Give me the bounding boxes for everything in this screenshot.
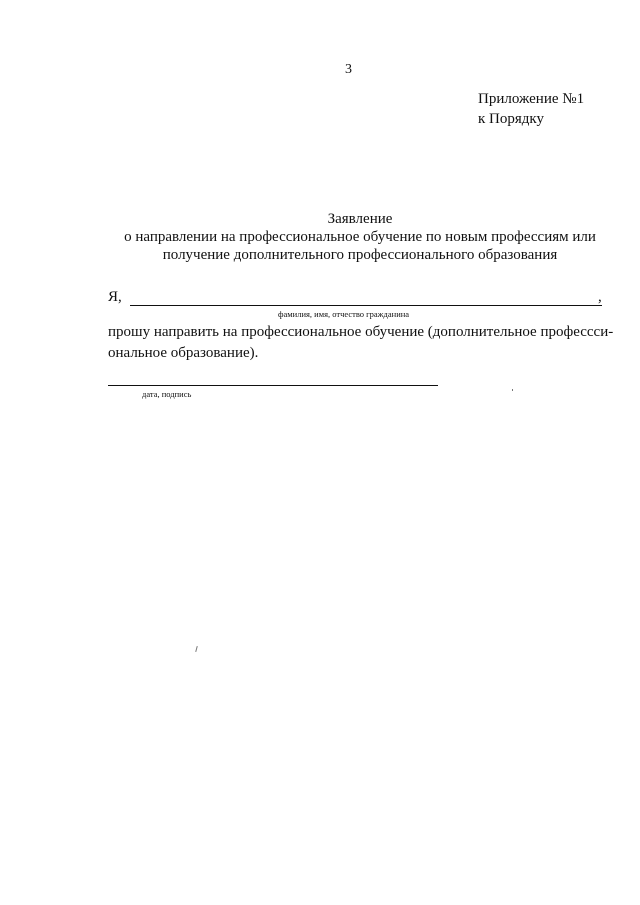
page-number: 3 [345, 62, 352, 77]
date-signature-field[interactable] [108, 385, 438, 386]
name-lead: Я, [108, 289, 122, 305]
title-heading: Заявление [327, 211, 393, 227]
name-field-hint: фамилия, имя, отчество гражданина [278, 309, 410, 319]
title-line-2: получение дополнительного профессионального образования [162, 247, 558, 263]
request-line-1: прошу направить на профессиональное обучение (дополнительное профессси- [108, 324, 614, 340]
name-comma: , [598, 289, 602, 305]
request-text [108, 322, 614, 364]
document-title [100, 210, 620, 264]
applicant-name-field[interactable] [130, 305, 602, 306]
appendix-line-2: к Порядку [478, 111, 544, 127]
signature-field-hint: дата, подпись [142, 389, 192, 399]
appendix-reference [478, 89, 584, 129]
scan-mark [195, 646, 198, 652]
appendix-line-1: Приложение №1 [478, 91, 585, 107]
title-line-1: о направлении на профессиональное обучение по новым профессиям или [124, 229, 596, 245]
scan-speck [512, 389, 513, 391]
request-line-2: ональное образование). [108, 345, 259, 361]
